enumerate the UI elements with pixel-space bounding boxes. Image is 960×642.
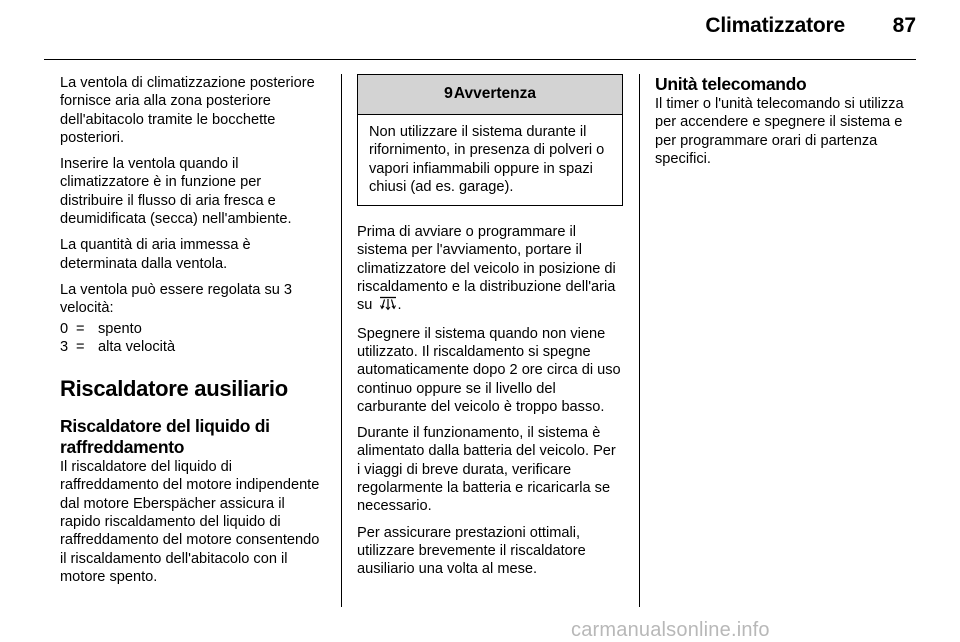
speed-item [60,338,326,356]
subsection-title: Riscaldatore del liquido di raffreddamento [60,416,270,458]
warning-header [358,75,622,115]
paragraph: Il timer o l'unità telecomando si utilizza per accendere e spegnere il sistema e per programmare orari di partenza specifici. [655,96,904,167]
paragraph: La ventola può essere regolata su 3 velocità: [60,281,293,317]
paragraph: Durante il funzionamento, il sistema è alimentato dalla batteria del veicolo. Per i viaggi di breve durata, verificare regolarmente la batteria e ricaricarla se necessario. [357,425,616,515]
column-divider [639,74,640,607]
column-divider [341,74,342,607]
warning-icon: 9 [443,85,453,103]
header-divider [44,59,916,60]
speed-value: alta velocità [98,338,176,355]
speed-list [60,320,326,357]
paragraph: Spegnere il sistema quando non viene utilizzato. Il riscaldamento si spegne automaticamente dopo 2 ore circa di uso continuo oppure se il livello del carburante del veicolo è troppo basso. [357,325,621,415]
speed-separator: = [76,320,85,337]
speed-item [60,320,326,338]
paragraph: Per assicurare prestazioni ottimali, utilizzare brevemente il riscaldatore ausiliario una volta al mese. [357,524,586,578]
speed-key: 0 [60,320,69,337]
air-distribution-icon [379,296,397,316]
speed-value: spento [98,320,142,337]
paragraph: La quantità di aria immessa è determinata dalla ventola. [60,237,251,272]
speed-separator: = [76,338,85,355]
column-right [655,74,921,176]
page-header-title: Climatizzatore [705,14,845,37]
paragraph [357,223,623,316]
speed-key: 3 [60,338,69,355]
warning-title: Avvertenza [453,85,537,103]
paragraph: La ventola di climatizzazione posteriore fornisce aria alla zona posteriore dell'abitacolo tramite le bocchette posteriori. [60,75,315,146]
paragraph-text: Prima di avviare o programmare il sistema per l'avviamento, portare il climatizzatore del veicolo in posizione di riscaldamento e la distribuzione dell'aria su [357,224,616,314]
page-number: 87 [892,14,916,37]
section-title: Riscaldatore ausiliario [60,376,288,402]
column-middle [357,74,623,587]
watermark: carmanualsonline.info [571,619,770,641]
warning-text: Non utilizzare il sistema durante il rifornimento, in presenza di polveri o vapori infiammabili oppure in spazi chiusi (ad es. garage). [369,124,605,195]
column-left [60,74,326,594]
subsection-title: Unità telecomando [655,74,807,94]
paragraph: Il riscaldatore del liquido di raffreddamento del motore indipendente dal motore Eberspächer assicura il rapido riscaldamento del liquido di raffreddamento del motore consentendo il riscaldamento dell'abitacolo con il motore spento. [60,459,320,585]
paragraph: Inserire la ventola quando il climatizzatore è in funzione per distribuire il flusso di aria fresca e deumidificata (secca) nell'ambiente. [60,156,292,228]
paragraph-text: . [397,297,402,314]
warning-box [357,74,623,206]
